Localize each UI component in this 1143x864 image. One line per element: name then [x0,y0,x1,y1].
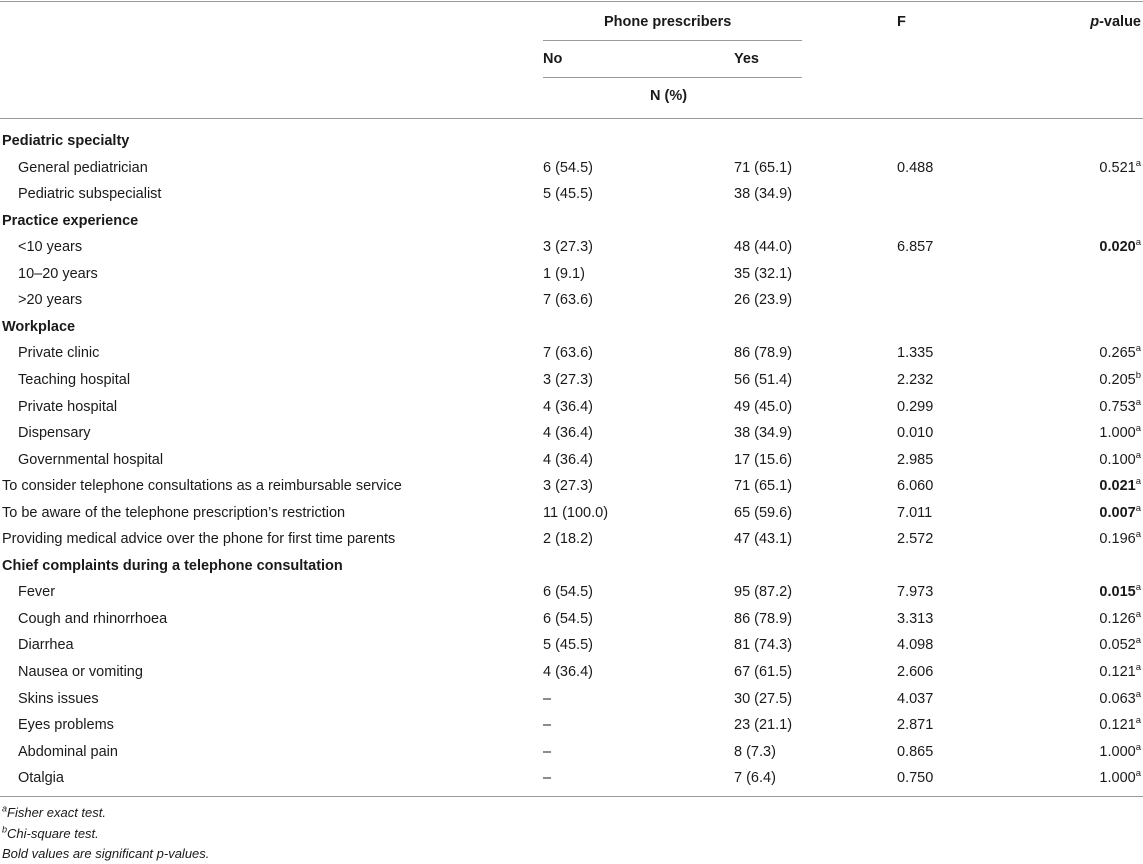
row-label: Private hospital [18,398,118,415]
cell-yes: 49 (45.0) [734,398,793,415]
cell-p-value [1099,239,1141,255]
row-label: Governmental hospital [18,451,164,468]
row-label: General pediatrician [18,159,148,176]
p-value-number: 0.020 [1099,239,1136,256]
cell-no: 3 (27.3) [543,371,593,388]
row-label: To consider telephone consultations as a reimbursable service [2,478,402,495]
cell-f: 2.606 [897,664,934,680]
p-value-number: 0.121 [1099,717,1136,734]
row-label: <10 years [18,239,83,256]
p-value-footnote-mark: a [1135,502,1141,514]
row-label: 10–20 years [18,265,98,282]
cell-no: 7 (63.6) [543,292,593,309]
cell-yes: 26 (23.9) [734,292,793,309]
p-value-number: 0.521 [1099,159,1136,176]
cell-yes: 38 (34.9) [734,425,793,442]
p-value-footnote-mark: a [1135,449,1141,461]
cell-f: 7.011 [897,504,933,521]
p-value-number: 0.753 [1099,398,1136,415]
cell-f: 2.572 [897,531,934,548]
p-value-number: 1.000 [1099,770,1136,787]
p-value-footnote-mark: a [1135,662,1141,674]
header-rule [0,118,1143,119]
cell-no: – [543,770,552,787]
p-value-footnote-mark: a [1135,476,1141,488]
bottom-rule [0,796,1143,797]
cell-f: 2.985 [897,451,934,468]
cell-f: 4.037 [897,690,934,707]
cell-p-value [1099,425,1141,441]
cell-f: 1.335 [897,345,934,362]
p-value-number: 0.265 [1099,345,1136,362]
p-value-number: 0.126 [1099,610,1136,627]
cell-p-value [1099,531,1141,547]
cell-p-value [1099,157,1141,176]
p-value-number: 0.063 [1099,690,1136,707]
cell-no: – [543,743,552,760]
row-label: Eyes problems [18,717,114,734]
cell-p-value [1099,717,1141,733]
header-phone-prescribers: Phone prescribers [604,14,732,30]
cell-p-value [1099,502,1141,521]
p-value-footnote-mark: a [1135,157,1141,169]
p-value-footnote-mark: a [1135,768,1141,780]
cell-p-value [1099,372,1141,388]
group-underline [543,40,802,41]
p-value-number: 0.052 [1099,637,1136,654]
p-value-number: 0.015 [1099,584,1136,601]
cell-f: 7.973 [897,584,934,601]
cell-f: 4.098 [897,637,934,654]
cell-no: 4 (36.4) [543,451,593,468]
p-value-footnote-mark: a [1135,715,1141,727]
p-value-footnote-mark: a [1135,582,1141,594]
cell-no: 5 (45.5) [543,186,593,203]
cell-no: 5 (45.5) [543,637,593,654]
cell-no: 3 (27.3) [543,478,593,495]
cell-p-value [1099,611,1141,627]
cell-yes: 86 (78.9) [734,345,793,362]
cell-p-value [1099,741,1141,760]
cell-yes: 71 (65.1) [734,478,793,495]
p-value-number: 0.021 [1099,478,1136,495]
cell-f: 0.299 [897,398,934,415]
p-value-footnote-mark: a [1135,343,1141,355]
p-value-footnote-mark: a [1135,529,1141,541]
row-label: To be aware of the telephone prescription’s restriction [2,504,346,521]
section-label: Chief complaints during a telephone consultation [2,557,343,574]
cell-p-value [1099,770,1141,786]
cell-yes: 47 (43.1) [734,531,793,548]
cell-yes: 67 (61.5) [734,664,793,680]
cell-p-value [1099,664,1141,680]
cell-yes: 65 (59.6) [734,504,793,521]
cell-no: 4 (36.4) [543,664,593,680]
cell-yes: 95 (87.2) [734,584,793,601]
p-value-number: 0.205 [1099,371,1136,388]
p-value-footnote-mark: a [1135,688,1141,700]
cell-f: 6.857 [897,239,934,256]
top-rule [0,1,1143,2]
p-value-footnote-mark: b [1135,370,1141,382]
unit-underline [543,77,802,78]
footnote-bold: Bold values are significant p-values. [2,846,210,861]
cell-yes: 23 (21.1) [734,717,793,734]
cell-f: 0.010 [897,425,934,442]
cell-no: 6 (54.5) [543,584,593,601]
row-label: >20 years [18,292,83,309]
header-no: No [543,51,563,67]
cell-no: 6 (54.5) [543,610,593,627]
p-value-number: 1.000 [1099,743,1136,760]
row-label: Pediatric subspecialist [18,186,162,203]
cell-no: 3 (27.3) [543,239,593,256]
p-value-footnote-mark: a [1135,396,1141,408]
p-value-number: 0.121 [1099,664,1136,680]
row-label: Cough and rhinorrhoea [18,610,168,627]
row-label: Providing medical advice over the phone for first time parents [2,531,396,548]
row-label: Dispensary [18,425,91,442]
p-value-number: 0.100 [1099,451,1136,468]
cell-no: 11 (100.0) [543,504,609,521]
cell-no: – [543,690,552,707]
cell-f: 6.060 [897,478,934,495]
cell-p-value [1099,688,1141,707]
footnote-a: $^a$Fisher exact test. [2,803,106,820]
cell-f: 2.232 [897,371,934,388]
row-label: Diarrhea [18,637,74,654]
p-value-footnote-mark: a [1135,237,1141,249]
cell-p-value [1099,449,1141,468]
cell-yes: 8 (7.3) [734,743,776,760]
section-label: Practice experience [2,212,139,229]
row-label: Otalgia [18,770,64,787]
cell-no: 4 (36.4) [543,398,593,415]
cell-yes: 38 (34.9) [734,186,793,203]
cell-no: 4 (36.4) [543,425,593,442]
p-value-footnote-mark: a [1135,741,1141,753]
cell-p-value [1099,345,1141,361]
row-label: Skins issues [18,690,99,707]
cell-yes: 71 (65.1) [734,159,793,176]
cell-yes: 86 (78.9) [734,610,793,627]
cell-yes: 81 (74.3) [734,637,793,654]
section-label: Pediatric specialty [2,133,130,149]
cell-yes: 56 (51.4) [734,371,793,388]
cell-yes: 17 (15.6) [734,451,793,468]
cell-yes: 7 (6.4) [734,770,776,787]
header-f: F [897,14,906,30]
p-value-number: 0.196 [1099,531,1136,548]
cell-yes: 48 (44.0) [734,239,793,256]
p-value-footnote-mark: a [1135,609,1141,621]
footnote-b: $^b$Chi-square test. [2,824,99,841]
cell-p-value [1099,478,1141,494]
section-label: Workplace [2,318,76,335]
row-label: Nausea or vomiting [18,664,143,680]
cell-yes: 30 (27.5) [734,690,793,707]
row-label: Fever [18,584,56,601]
cell-p-value [1099,584,1141,600]
cell-f: 2.871 [897,717,934,734]
cell-f: 0.488 [897,159,934,176]
header-p-value: p-value [1090,14,1141,30]
cell-f: 0.750 [897,770,934,787]
row-label: Teaching hospital [18,371,131,388]
p-value-footnote-mark: a [1135,635,1141,647]
cell-f: 0.865 [897,743,934,760]
cell-yes: 35 (32.1) [734,265,793,282]
header-yes: Yes [734,51,759,67]
row-label: Abdominal pain [18,743,118,760]
cell-p-value [1099,396,1141,415]
cell-no: 1 (9.1) [543,265,585,282]
header-unit: N (%) [650,88,688,104]
cell-no: 2 (18.2) [543,531,593,548]
cell-no: 6 (54.5) [543,159,593,176]
p-value-number: 1.000 [1099,425,1136,442]
p-value-footnote-mark: a [1135,423,1141,435]
cell-no: 7 (63.6) [543,345,593,362]
p-value-number: 0.007 [1099,504,1136,521]
cell-no: – [543,717,552,734]
cell-p-value [1099,637,1141,653]
cell-f: 3.313 [897,610,934,627]
row-label: Private clinic [18,345,100,362]
